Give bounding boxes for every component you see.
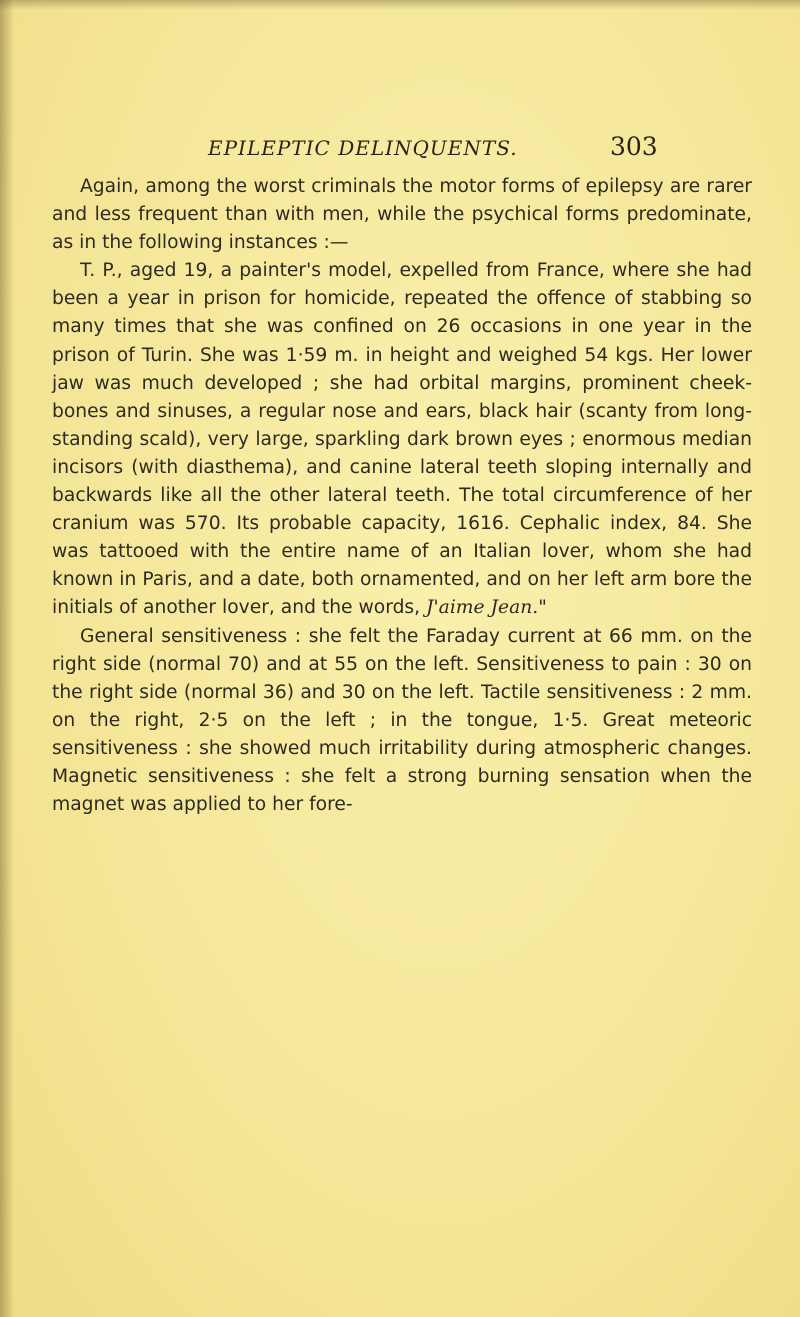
paragraph-2-closing-quote: " <box>538 597 547 619</box>
running-head <box>60 132 760 168</box>
page-edge-shadow <box>0 0 14 1317</box>
paragraph-2-italic-quote: J'aime Jean. <box>426 597 539 619</box>
page-top-shadow <box>0 0 800 10</box>
paragraph-1-text: Again, among the worst criminals the motor forms of epilepsy are rarer and less frequent than with men, while the psychical forms predominate, as in the following instances :— <box>52 176 752 254</box>
paragraph-2 <box>52 257 752 622</box>
paragraph-3 <box>52 623 752 820</box>
body-text <box>52 173 752 819</box>
paragraph-2-text: T. P., aged 19, a painter's model, expelled from France, where she had been a year in prison for homicide, repeated the offence of stabbing so many times that she was confined on 26 occasions in one year in the prison of Turin. She was 1·59 m. in height and weighed 54 kgs. Her lower jaw was much developed ; she had orbital margins, prominent cheek-bones and sinuses, a regular nose and ears, black hair (scanty from long-standing scald), very large, sparkling dark brown eyes ; enormous median incisors (with diasthema), and canine lateral teeth sloping internally and backwards like all the other lateral teeth. The total circumference of her cranium was 570. Its probable capacity, 1616. Cephalic index, 84. She was tattooed with the entire name of an Italian lover, whom she had known in Paris, and a date, both ornamented, and on her left arm bore the initials of another lover, and the words, <box>52 260 752 619</box>
paragraph-3-text: General sensitiveness : she felt the Faraday current at 66 mm. on the right side (normal 70) and at 55 on the left. Sensitiveness to pain : 30 on the right side (normal 36) and 30 on the left. Tactile sensitiveness : 2 mm. on the right, 2·5 on the left ; in the tongue, 1·5. Great meteoric sensitiveness : she showed much irritability during atmospheric changes. Magnetic sensitiveness : she felt a strong burning sensation when the magnet was applied to her fore- <box>52 625 752 816</box>
paragraph-1 <box>52 173 752 257</box>
running-title: EPILEPTIC DELINQUENTS. <box>208 136 518 160</box>
page-number: 303 <box>610 132 658 161</box>
